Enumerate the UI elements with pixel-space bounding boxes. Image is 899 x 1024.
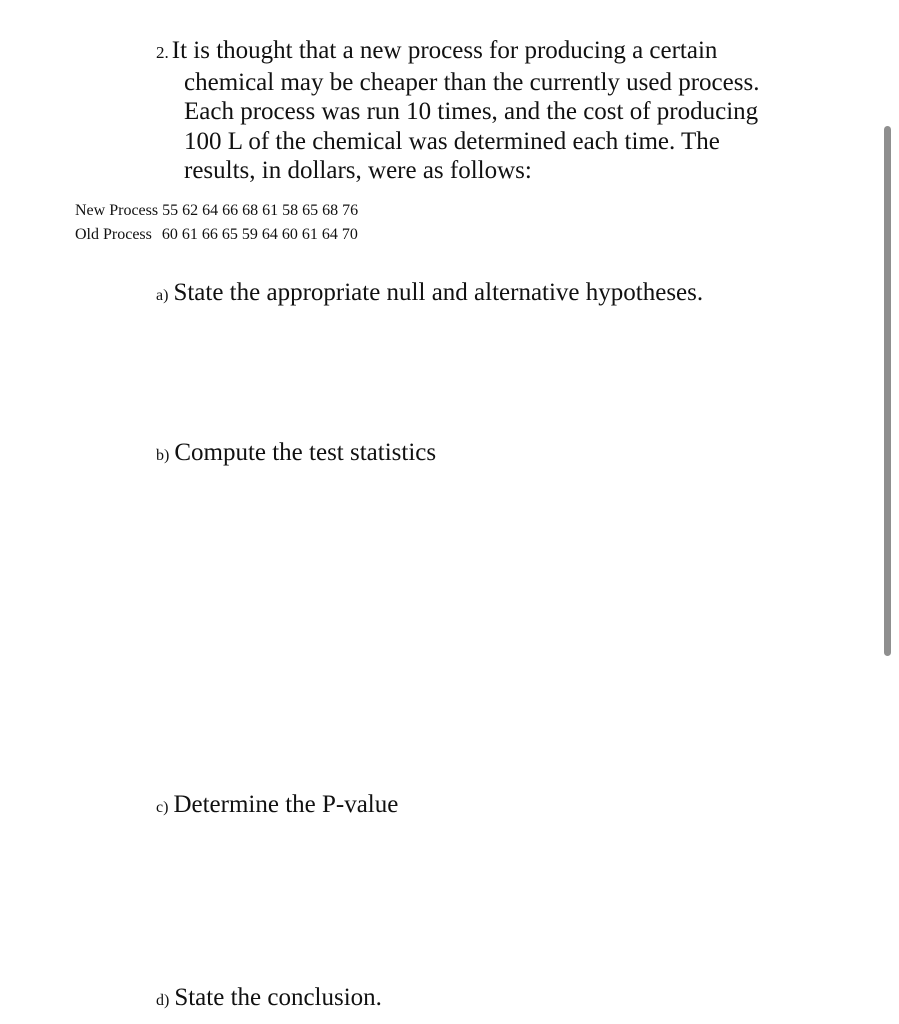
- problem-text-line-5: results, in dollars, were as follows:: [184, 157, 532, 184]
- old-process-label: Old Process: [75, 226, 152, 243]
- question-c-text: Determine the P-value: [173, 791, 399, 818]
- problem-text-line-1: It is thought that a new process for producing a certain: [171, 37, 718, 64]
- new-process-label: New Process: [75, 202, 159, 219]
- vertical-scrollbar[interactable]: [884, 126, 891, 656]
- question-d: [156, 984, 382, 1012]
- problem-number: 2.: [156, 43, 169, 62]
- old-process-values: 60 61 66 65 59 64 60 61 64 70: [161, 226, 358, 243]
- question-a-letter: a): [156, 287, 169, 304]
- problem-line-1: [156, 36, 796, 68]
- new-process-row: [75, 199, 358, 223]
- new-process-values: 55 62 64 66 68 61 58 65 68 76: [162, 202, 359, 219]
- question-a-text: State the appropriate null and alternative hypotheses.: [173, 279, 704, 306]
- problem-text-line-3: Each process was run 10 times, and the cost of producing: [184, 98, 759, 125]
- question-c: [156, 791, 398, 819]
- cost-data-table: [75, 199, 358, 247]
- question-a: [156, 279, 703, 307]
- question-c-letter: c): [156, 799, 169, 816]
- question-b: [156, 439, 436, 467]
- problem-text-line-4: 100 L of the chemical was determined each time. The: [184, 127, 720, 155]
- problem-statement: [156, 36, 796, 186]
- question-b-letter: b): [156, 447, 170, 464]
- old-process-row: [75, 223, 358, 247]
- question-d-text: State the conclusion.: [174, 984, 382, 1011]
- problem-text-line-2: chemical may be cheaper than the currently used process.: [184, 68, 760, 96]
- question-d-letter: d): [156, 992, 170, 1009]
- question-b-text: Compute the test statistics: [174, 439, 437, 466]
